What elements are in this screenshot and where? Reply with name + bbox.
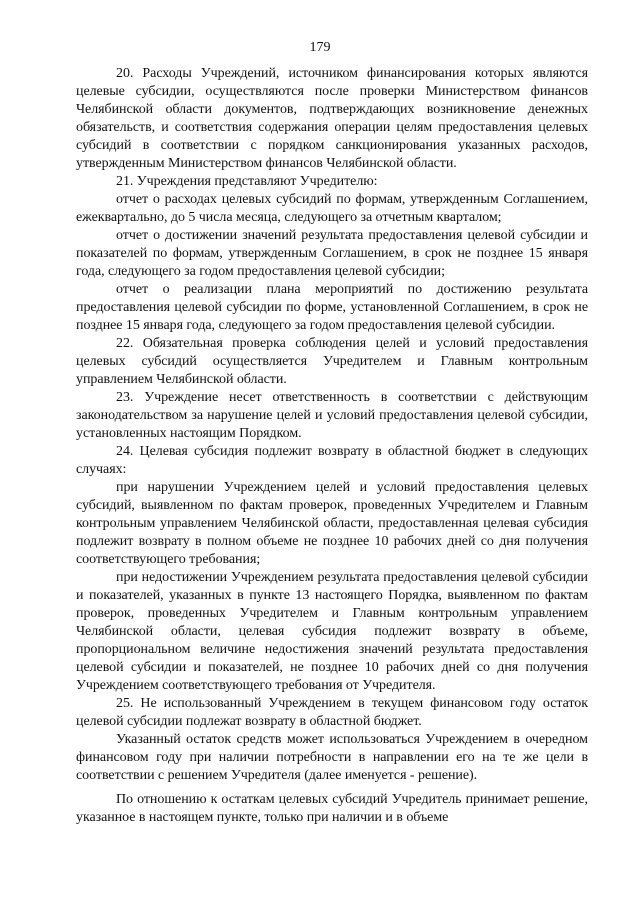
paragraph-24-case-nonachievement: при недостижении Учреждением результата предоставления целевой субсидии и показателей, указанных в пункте 13 настоящего Порядка, выявленном по фактам проверок, проведенных Учредителем и Главным контрольным управлением Челябинской области, целевая субсидия подлежит возврату в объеме, пропорциональном величине недостижения значений результата предоставления целевой субсидии и показателей, не позднее 10 рабочих дней со дня получения Учреждением соответствующего требования от Учредителя.	[76, 570, 588, 693]
paragraph-24: 24. Целевая субсидия подлежит возврату в областной бюджет в следующих случаях:	[76, 444, 588, 477]
paragraph-25-remainder-use: Указанный остаток средств может использоваться Учреждением в очередном финансовом году при наличии потребности в направлении его на те же цели в соответствии с решением Учредителя (далее именуется - решение).	[76, 732, 588, 783]
paragraph-21-item-quarterly-report: отчет о расходах целевых субсидий по формам, утвержденным Соглашением, ежеквартально, до 5 числа месяца, следующего за отчетным кварталом;	[76, 192, 588, 225]
paragraph-21-item-plan-report: отчет о реализации плана мероприятий по достижению результата предоставления целевой субсидии по форме, установленной Соглашением, в срок не позднее 15 января года, следующего за годом предоставления целевой субсидии.	[76, 282, 588, 333]
paragraph-23: 23. Учреждение несет ответственность в соответствии с действующим законодательством за нарушение целей и условий предоставления целевой субсидии, установленных настоящим Порядком.	[76, 390, 588, 441]
paragraph-24-case-violation: при нарушении Учреждением целей и условий предоставления целевых субсидий, выявленном по фактам проверок, проведенных Учредителем и Главным контрольным управлением Челябинской области, предоставленная целевая субсидия подлежит возврату в полном объеме не позднее 10 рабочих дней со дня получения соответствующего требования;	[76, 480, 588, 567]
page-number: 179	[309, 40, 331, 55]
paragraph-25: 25. Не использованный Учреждением в текущем финансовом году остаток целевой субсидии подлежат возврату в областной бюджет.	[76, 696, 588, 729]
paragraph-21-item-result-report: отчет о достижении значений результата предоставления целевой субсидии и показателей по формам, утвержденным Соглашением, в срок не позднее 15 января года, следующего за годом предоставления целевой субсидии;	[76, 228, 588, 279]
paragraph-22: 22. Обязательная проверка соблюдения целей и условий предоставления целевых субсидий осуществляется Учредителем и Главным контрольным управлением Челябинской области.	[76, 336, 588, 387]
paragraph-25-decision: По отношению к остаткам целевых субсидий Учредитель принимает решение, указанное в настоящем пункте, только при наличии и в объеме	[76, 792, 588, 825]
paragraph-21: 21. Учреждения представляют Учредителю:	[116, 174, 378, 189]
document-body	[76, 65, 588, 827]
paragraph-20: 20. Расходы Учреждений, источником финансирования которых являются целевые субсидии, осуществляются после проверки Министерством финансов Челябинской области документов, подтверждающих возникновение денежных обязательств, и соответствия содержания операции целям предоставления целевых субсидий в соответствии с порядком санкционирования указанных расходов, утвержденным Министерством финансов Челябинской области.	[76, 66, 588, 171]
